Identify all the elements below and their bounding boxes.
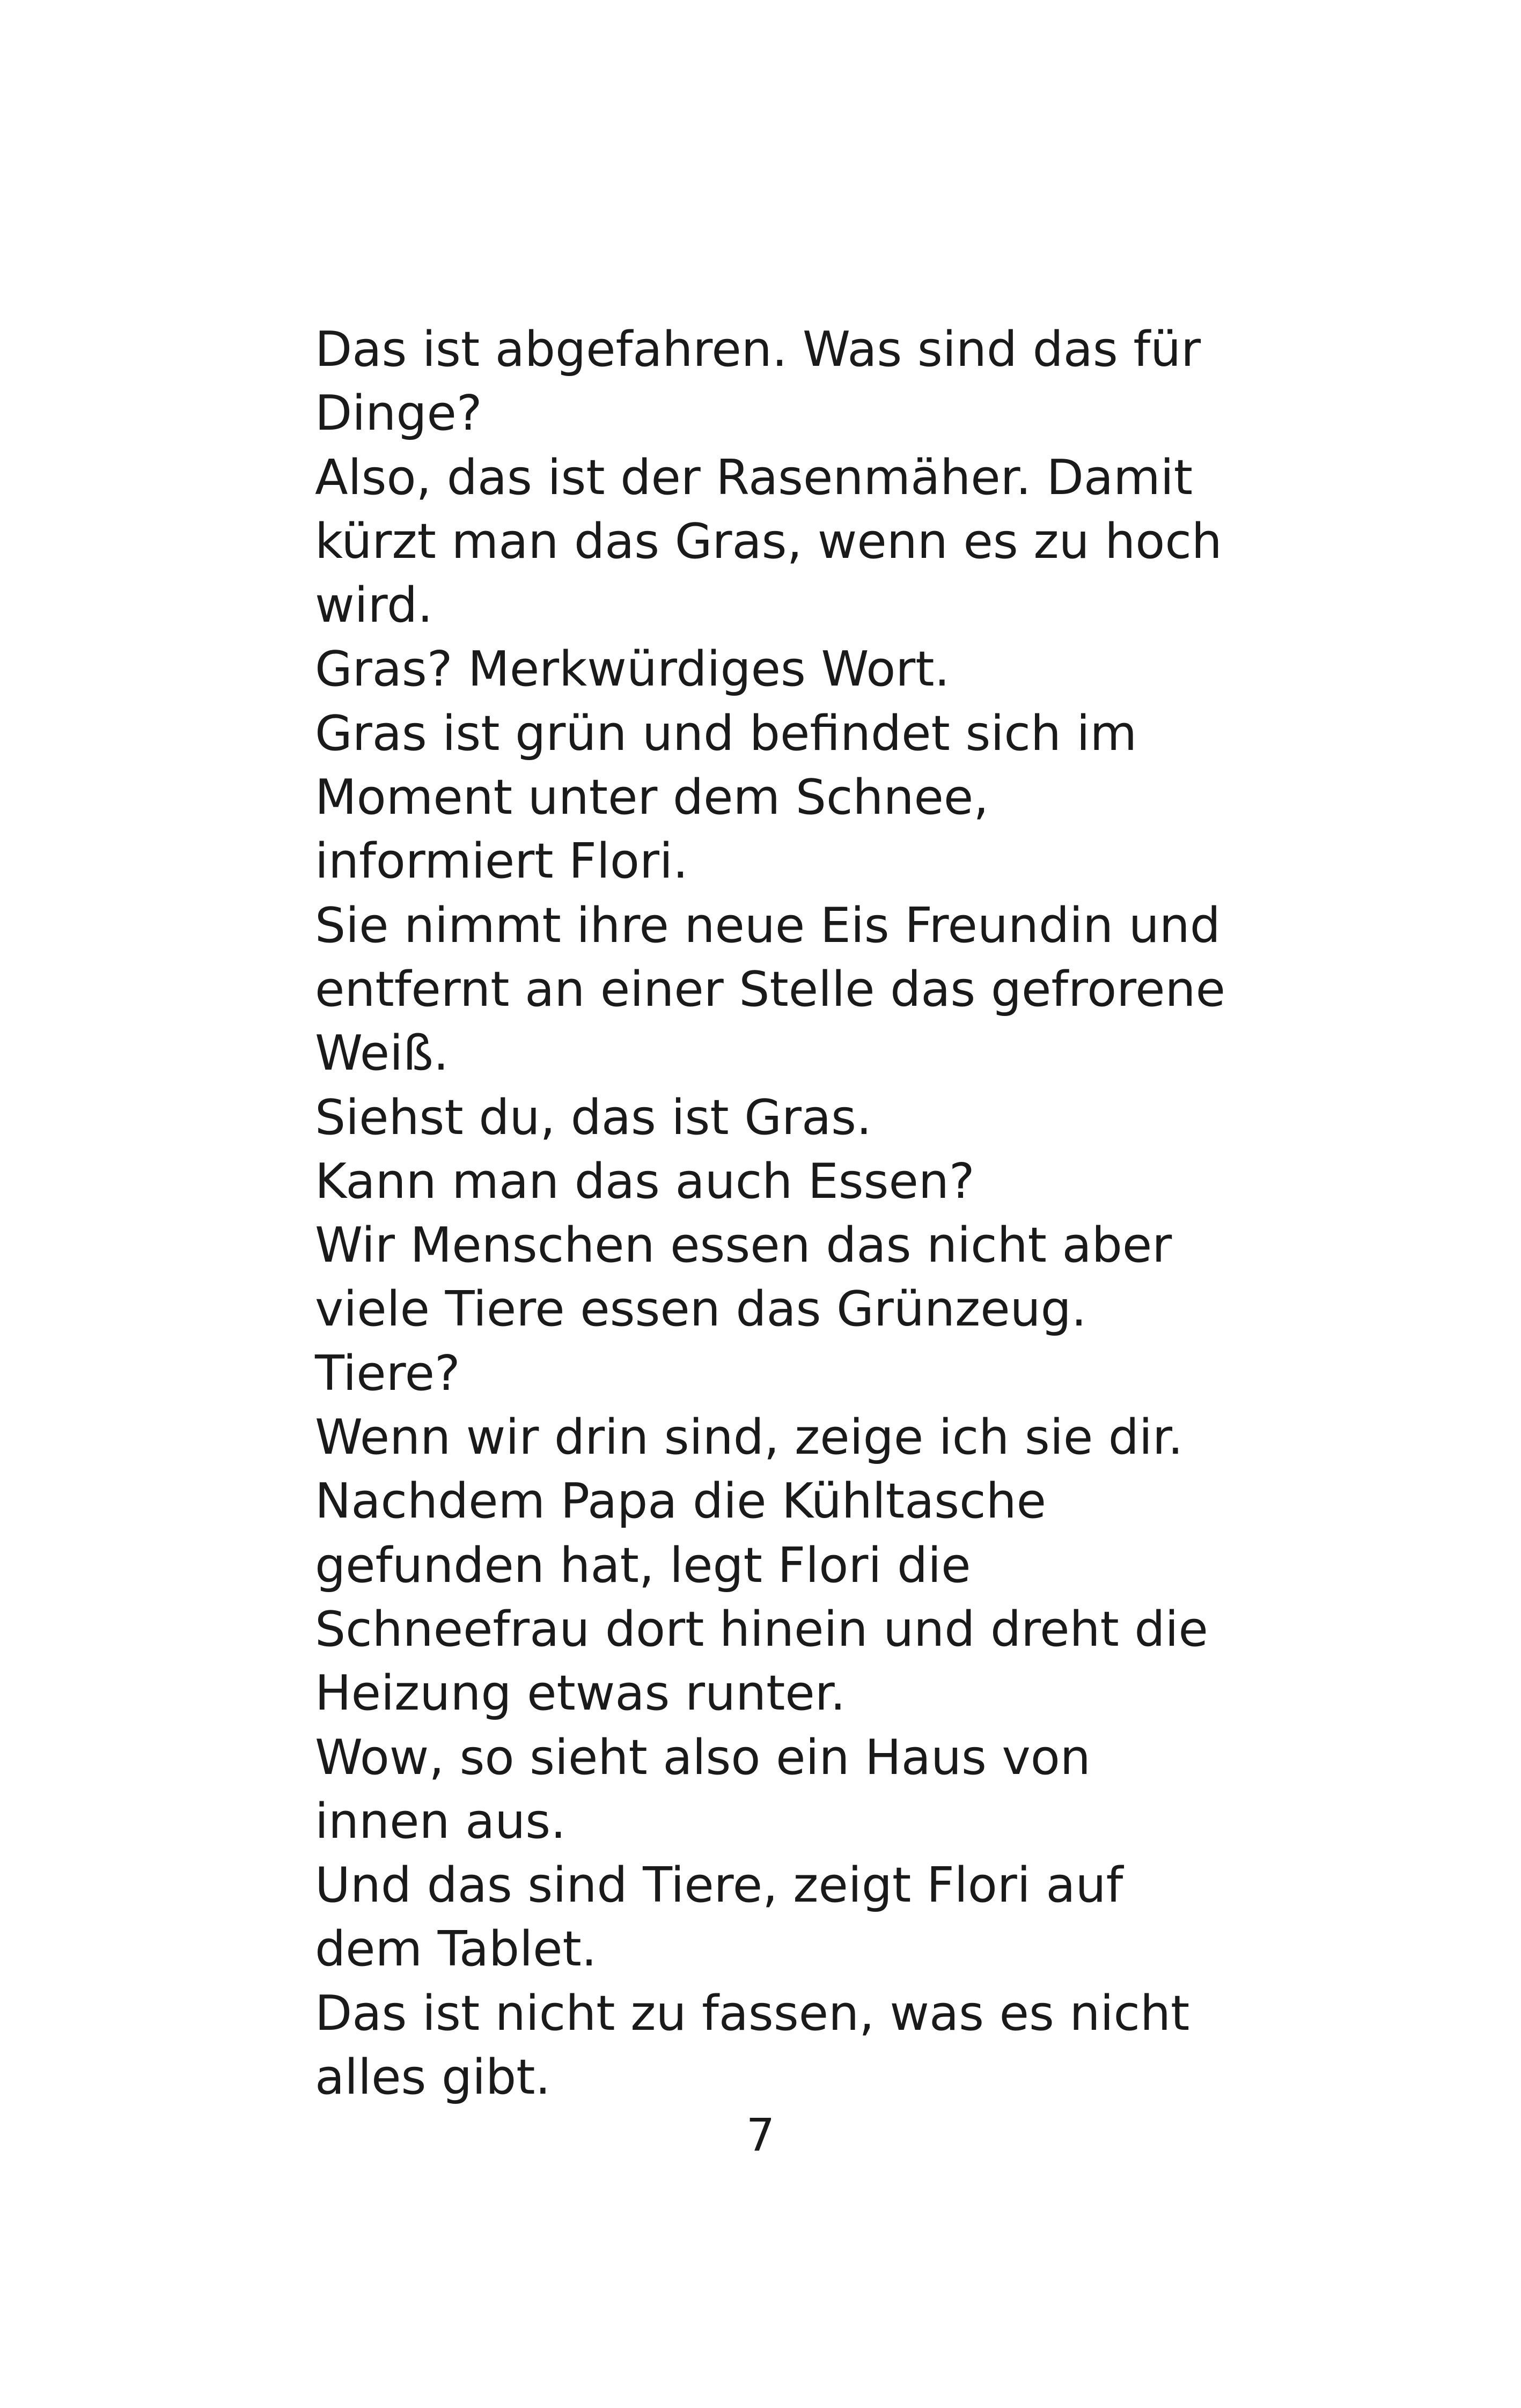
text-line: gefunden hat, legt Flori die [315, 1537, 971, 1594]
text-line: innen aus. [315, 1793, 566, 1850]
text-line: Das ist abgefahren. Was sind das für [315, 321, 1201, 378]
text-line: Weiß. [315, 1025, 449, 1082]
text-line: informiert Flori. [315, 833, 688, 890]
text-line: alles gibt. [315, 2049, 551, 2106]
text-line: Heizung etwas runter. [315, 1665, 846, 1722]
text-line: dem Tablet. [315, 1921, 597, 1978]
text-line: Wenn wir drin sind, zeige ich sie dir. [315, 1409, 1184, 1466]
text-line: Kann man das auch Essen? [315, 1153, 975, 1210]
text-line: Siehst du, das ist Gras. [315, 1089, 872, 1146]
text-line: Nachdem Papa die Kühltasche [315, 1473, 1047, 1530]
text-line: Wir Menschen essen das nicht aber [315, 1217, 1172, 1274]
text-line: Also, das ist der Rasenmäher. Damit [315, 449, 1193, 506]
text-line: Das ist nicht zu fassen, was es nicht [315, 1985, 1190, 2042]
text-line: viele Tiere essen das Grünzeug. [315, 1281, 1087, 1338]
body-text [315, 318, 1227, 2109]
text-line: Wow, so sieht also ein Haus von [315, 1729, 1091, 1786]
text-line: Tiere? [315, 1345, 460, 1402]
text-line: Und das sind Tiere, zeigt Flori auf [315, 1857, 1123, 1914]
text-line: entfernt an einer Stelle das gefrorene [315, 961, 1225, 1018]
text-line: Gras? Merkwürdiges Wort. [315, 641, 950, 698]
text-line: wird. [315, 577, 433, 634]
text-line: Gras ist grün und befindet sich im [315, 705, 1137, 762]
text-line: Sie nimmt ihre neue Eis Freundin und [315, 897, 1221, 954]
text-line: Dinge? [315, 385, 482, 442]
page-number: 7 [746, 2109, 775, 2161]
text-line: kürzt man das Gras, wenn es zu hoch [315, 513, 1222, 570]
text-line: Moment unter dem Schnee, [315, 769, 989, 826]
text-line: Schneefrau dort hinein und dreht die [315, 1601, 1208, 1658]
